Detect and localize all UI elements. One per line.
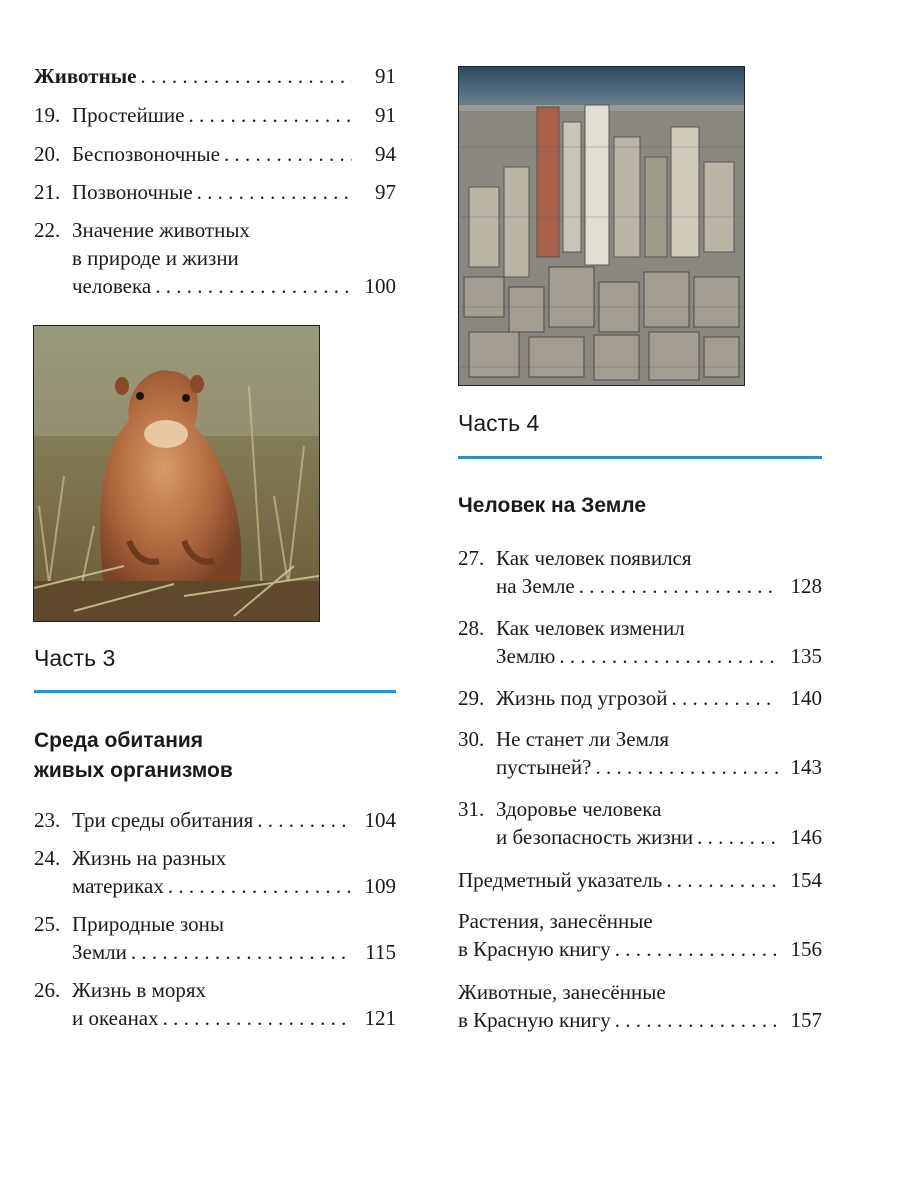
page-number: 100	[364, 274, 396, 298]
page-number: 115	[365, 940, 396, 964]
page-number: 140	[790, 686, 822, 710]
leader-dots	[595, 753, 778, 781]
page-number: 128	[790, 574, 822, 598]
leader-dots	[559, 642, 778, 670]
page-number: 94	[375, 142, 396, 166]
toc-entry-animals-red-book[interactable]	[458, 978, 822, 1034]
page-number: 143	[790, 755, 822, 779]
toc-label-line1: Природные зоны	[72, 912, 224, 936]
chapter-number: 25.	[34, 912, 61, 936]
chapter-number: 21.	[34, 180, 61, 204]
part-3-rule	[34, 690, 396, 693]
page-number: 154	[790, 868, 822, 892]
toc-entry-plants-red-book[interactable]	[458, 907, 822, 963]
toc-entry-31[interactable]	[458, 795, 822, 851]
chapter-number: 30.	[458, 727, 485, 751]
page-number: 97	[375, 180, 396, 204]
chapter-number: 20.	[34, 142, 61, 166]
toc-entry-26[interactable]	[34, 976, 396, 1032]
part-4-rule	[458, 456, 822, 459]
toc-entry-29[interactable]	[458, 684, 822, 712]
chapter-number: 19.	[34, 103, 61, 127]
leader-dots	[615, 935, 778, 963]
toc-label: Предметный указатель	[458, 868, 663, 892]
page-number: 146	[790, 825, 822, 849]
toc-entry-23[interactable]	[34, 806, 396, 834]
leader-dots	[131, 938, 352, 966]
toc-label-line2: пустыней?	[496, 755, 592, 779]
part-4-title: Часть 4	[458, 410, 540, 436]
page-number: 121	[364, 1006, 396, 1030]
toc-label-line2: Земли	[72, 940, 127, 964]
chapter-number: 28.	[458, 616, 485, 640]
toc-entry-21[interactable]	[34, 178, 396, 206]
gopher-illustration	[34, 326, 319, 621]
toc-entry-30[interactable]	[458, 725, 822, 781]
toc-label-line2: Землю	[496, 644, 556, 668]
gopher-photo	[33, 325, 320, 622]
leader-dots	[579, 572, 778, 600]
toc-label-line2: и океанах	[72, 1006, 159, 1030]
toc-label-line1: Жизнь на разных	[72, 846, 227, 870]
toc-label-line1: Здоровье человека	[496, 797, 662, 821]
toc-label: Простейшие	[72, 103, 185, 127]
part-3-title: Часть 3	[34, 645, 116, 671]
leader-dots	[188, 101, 352, 129]
chapter-number: 27.	[458, 546, 485, 570]
chapter-number: 22.	[34, 218, 61, 242]
section-title-line1: Среда обитания	[34, 729, 204, 752]
leader-dots	[257, 806, 352, 834]
toc-label-line1: Как человек появился	[496, 546, 692, 570]
leader-dots	[666, 866, 778, 894]
chapter-number: 24.	[34, 846, 61, 870]
leader-dots	[140, 62, 352, 90]
toc-entry-animals[interactable]	[34, 62, 396, 90]
page-number: 91	[375, 64, 396, 88]
leader-dots	[672, 684, 778, 712]
chapter-number: 31.	[458, 797, 485, 821]
page-number: 104	[364, 808, 396, 832]
section-title-habitats	[34, 726, 233, 786]
toc-entry-27[interactable]	[458, 544, 822, 600]
toc-label-line2: в природе и жизни	[72, 246, 239, 270]
toc-label-line1: Не станет ли Земля	[496, 727, 670, 751]
leader-dots	[168, 872, 352, 900]
city-illustration	[459, 67, 744, 385]
toc-label-line1: Как человек изменил	[496, 616, 685, 640]
toc-label-line2: в Красную книгу	[458, 1008, 611, 1032]
toc-entry-20[interactable]	[34, 140, 396, 168]
leader-dots	[163, 1004, 352, 1032]
toc-label-line1: Растения, занесённые	[458, 909, 653, 933]
leader-dots	[197, 178, 352, 206]
toc-label: Беспозвоночные	[72, 142, 220, 166]
toc-label-line1: Животные, занесённые	[458, 980, 666, 1004]
page-number: 157	[790, 1008, 822, 1032]
toc-label: Животные	[34, 64, 137, 88]
chapter-number: 23.	[34, 808, 61, 832]
toc-label-line2: и безопасность жизни	[496, 825, 694, 849]
toc-label-line2: на Земле	[496, 574, 575, 598]
leader-dots	[224, 140, 352, 168]
toc-entry-index[interactable]	[458, 866, 822, 894]
leader-dots	[155, 272, 352, 300]
toc-label-line1: Жизнь в морях	[72, 978, 207, 1002]
toc-entry-19[interactable]	[34, 101, 396, 129]
chapter-number: 29.	[458, 686, 485, 710]
toc-entry-24[interactable]	[34, 844, 396, 900]
section-title-line2: живых организмов	[34, 759, 233, 782]
toc-entry-22[interactable]	[34, 216, 396, 300]
toc-label: Позвоночные	[72, 180, 193, 204]
page-number: 91	[375, 103, 396, 127]
toc-label-line2: материках	[72, 874, 164, 898]
page-number: 135	[790, 644, 822, 668]
toc-label: Жизнь под угрозой	[496, 686, 668, 710]
section-title-man-on-earth: Человек на Земле	[458, 494, 647, 517]
city-photo	[458, 66, 745, 386]
toc-label-line1: Значение животных	[72, 218, 250, 242]
toc-label: Три среды обитания	[72, 808, 254, 832]
toc-label-line3: человека	[72, 274, 152, 298]
leader-dots	[615, 1006, 778, 1034]
chapter-number: 26.	[34, 978, 61, 1002]
toc-entry-25[interactable]	[34, 910, 396, 966]
toc-entry-28[interactable]	[458, 614, 822, 670]
leader-dots	[697, 823, 778, 851]
page-number: 109	[364, 874, 396, 898]
page-number: 156	[790, 937, 822, 961]
toc-label-line2: в Красную книгу	[458, 937, 611, 961]
